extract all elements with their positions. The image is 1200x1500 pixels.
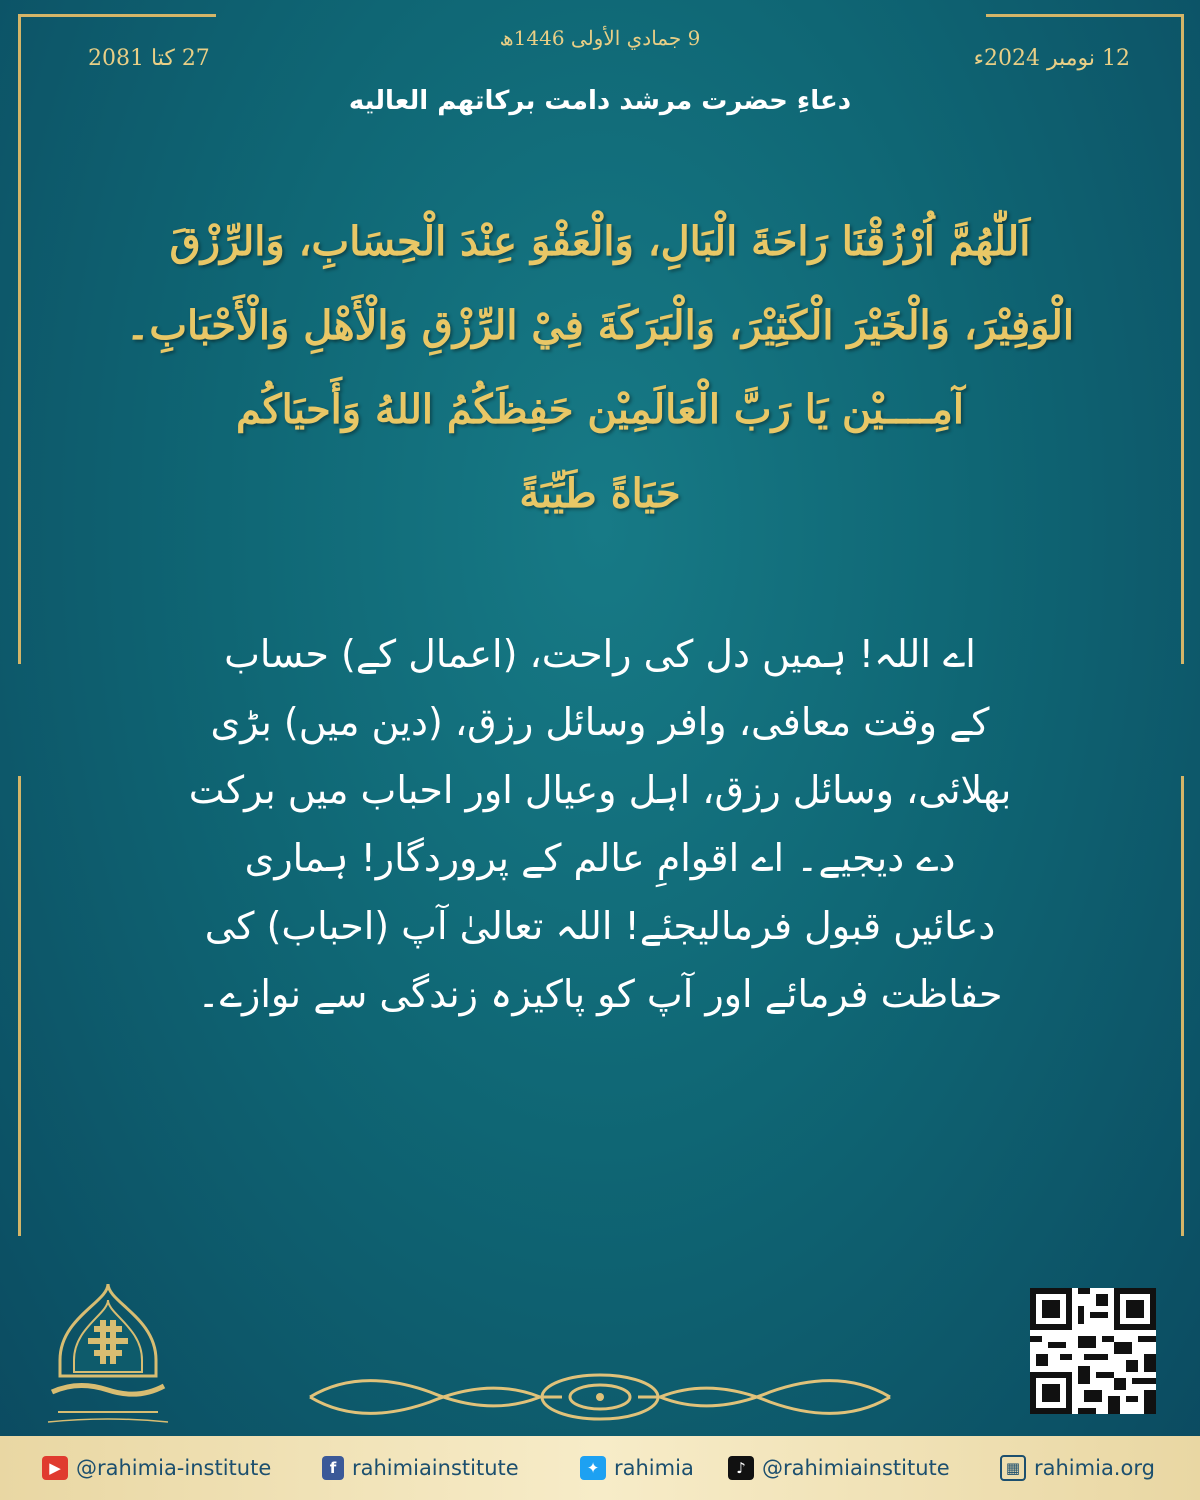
facebook-icon: f xyxy=(322,1456,344,1480)
rahimia-logo-icon xyxy=(38,1280,178,1430)
qr-code-icon xyxy=(1030,1288,1156,1414)
facebook-link[interactable] xyxy=(322,1454,519,1482)
ornament-divider-icon xyxy=(300,1362,900,1432)
youtube-link[interactable] xyxy=(42,1454,271,1482)
urdu-translation xyxy=(180,620,1020,1028)
twitter-label: rahimia xyxy=(614,1456,694,1480)
urdu-line: کے وقت معافی، وافر وسائل رزق، (دین میں) بڑی xyxy=(210,700,990,744)
urdu-line: دے دیجیے۔ اے اقوامِ عالم کے پروردگار! ہماری xyxy=(244,836,956,880)
frame-left-lower xyxy=(18,776,21,1236)
urdu-line: اے اللہ! ہمیں دل کی راحت، (اعمال کے) حساب xyxy=(224,632,976,676)
hijri-date: 9 جمادي الأولى 1446ھ xyxy=(499,26,701,50)
arabic-dua-line: اَللّٰهُمَّ اُرْزُقْنَا رَاحَةَ الْبَالِ، وَالْعَفْوَ عِنْدَ الْحِسَابِ، وَالرِّزْقَ xyxy=(169,218,1031,265)
arabic-dua-line: الْوَفِيْرَ، وَالْخَيْرَ الْكَثِيْرَ، وَالْبَرَكَةَ فِيْ الرِّزْقِ وَالْأَهْلِ وَالْأَحْبَابِ۔ xyxy=(125,302,1075,349)
bikrami-date: 27 کتا 2081 xyxy=(88,46,210,71)
tiktok-label: @rahimiainstitute xyxy=(762,1456,950,1480)
tiktok-link[interactable] xyxy=(728,1454,950,1482)
tiktok-icon: ♪ xyxy=(728,1456,754,1480)
frame-top-left xyxy=(18,14,216,17)
youtube-label: @rahimia-institute xyxy=(76,1456,272,1480)
page-title: دعاءِ حضرت مرشد دامت برکاتهم العالیه xyxy=(348,86,852,116)
twitter-icon: ✦ xyxy=(580,1456,606,1480)
urdu-line: حفاظت فرمائے اور آپ کو پاکیزہ زندگی سے نوازے۔ xyxy=(197,972,1003,1016)
website-label: rahimia.org xyxy=(1034,1456,1155,1480)
website-link[interactable] xyxy=(1000,1454,1155,1482)
arabic-dua-line: آمِــــيْن يَا رَبَّ الْعَالَمِيْن حَفِظَكُمُ اللهُ وَأَحيَاكُم xyxy=(236,386,964,433)
facebook-label: rahimiainstitute xyxy=(352,1456,519,1480)
twitter-link[interactable] xyxy=(580,1454,694,1482)
arabic-dua xyxy=(90,200,1110,536)
youtube-icon: ▶ xyxy=(42,1456,68,1480)
urdu-line: دعائیں قبول فرمالیجئے! اللہ تعالیٰ آپ (احباب) کی xyxy=(204,904,996,948)
frame-right-lower xyxy=(1181,776,1184,1236)
urdu-line: بھلائی، وسائل رزق، اہل وعیال اور احباب میں برکت xyxy=(188,768,1012,812)
arabic-dua-line: حَيَاةً طَيِّبَةً xyxy=(519,470,681,517)
globe-grid-icon: ▦ xyxy=(1000,1455,1026,1481)
footer-social-bar xyxy=(0,1436,1200,1500)
frame-top-right xyxy=(986,14,1184,17)
gregorian-date: 12 نومبر 2024ء xyxy=(973,46,1130,71)
